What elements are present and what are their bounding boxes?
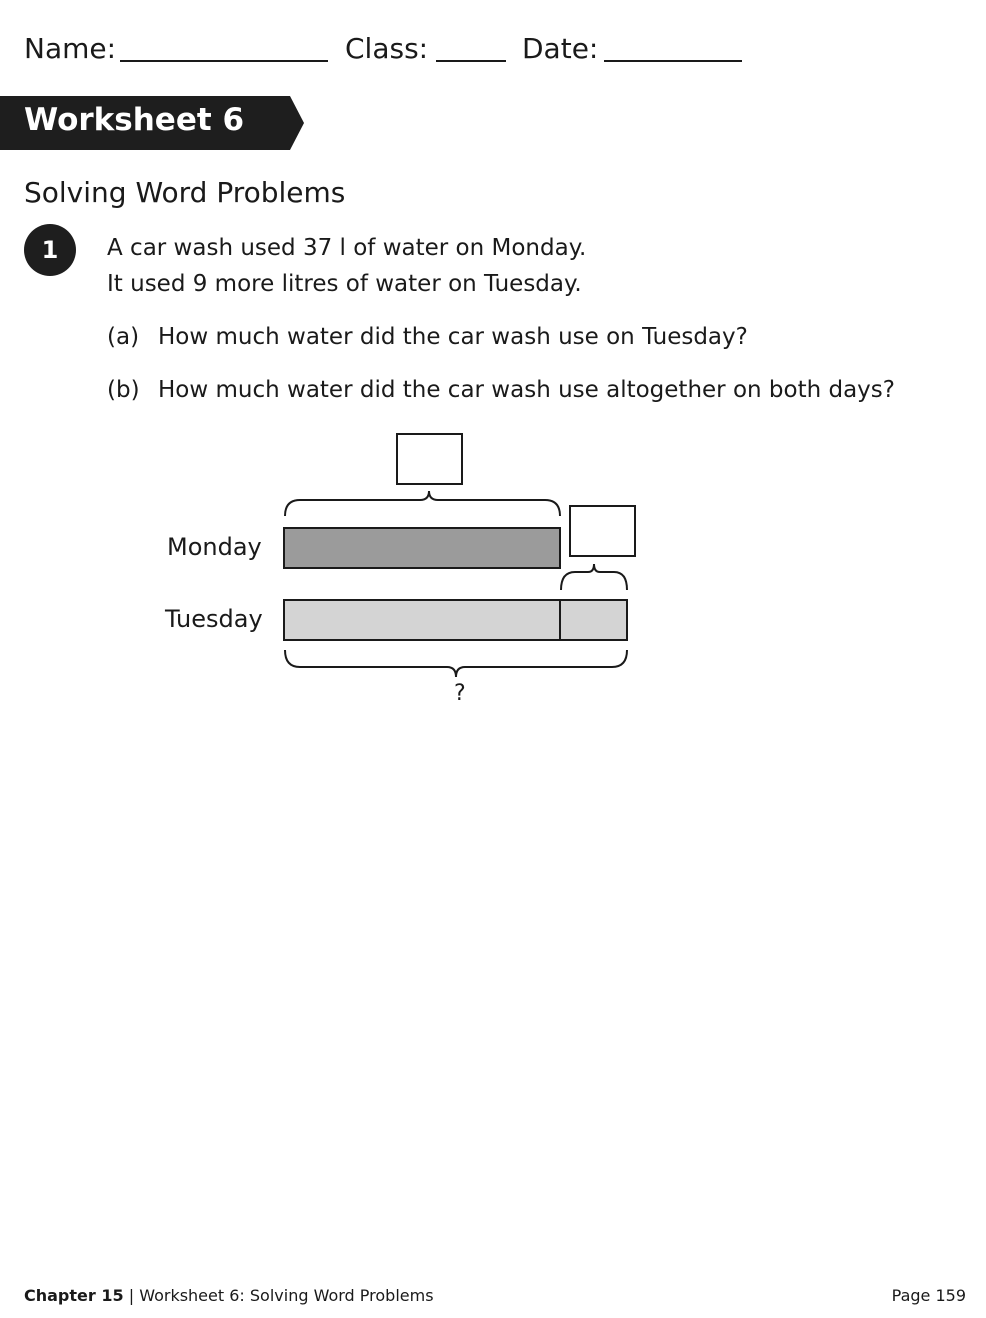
part-a-label: (a) [107,324,140,350]
total-brace [285,650,627,677]
footer-separator: | [128,1286,135,1305]
class-label: Class: [345,32,429,65]
monday-answer-box[interactable] [397,434,462,484]
tuesday-label: Tuesday [165,605,263,633]
name-label: Name: [24,32,117,65]
difference-answer-box[interactable] [570,506,635,556]
footer-worksheet: Worksheet 6: Solving Word Problems [139,1286,434,1305]
footer-chapter: Chapter 15 [24,1286,124,1305]
question-line-2: It used 9 more litres of water on Tuesday. [107,271,582,297]
monday-brace [285,491,560,516]
footer-left [24,1286,434,1305]
date-label: Date: [522,32,599,65]
tuesday-bar [284,600,627,640]
difference-brace [561,564,627,590]
total-unknown-mark: ? [454,681,466,706]
monday-label: Monday [167,533,262,561]
worksheet-title: Worksheet 6 [24,102,245,138]
part-b-text: How much water did the car wash use altogether on both days? [158,377,895,403]
question-line-1: A car wash used 37 l of water on Monday. [107,235,587,261]
question-number: 1 [41,236,59,264]
section-title: Solving Word Problems [24,176,346,209]
part-a-text: How much water did the car wash use on Tuesday? [158,324,748,350]
footer-page-number: Page 159 [891,1286,966,1305]
monday-bar [284,528,560,568]
part-b-label: (b) [107,377,140,403]
